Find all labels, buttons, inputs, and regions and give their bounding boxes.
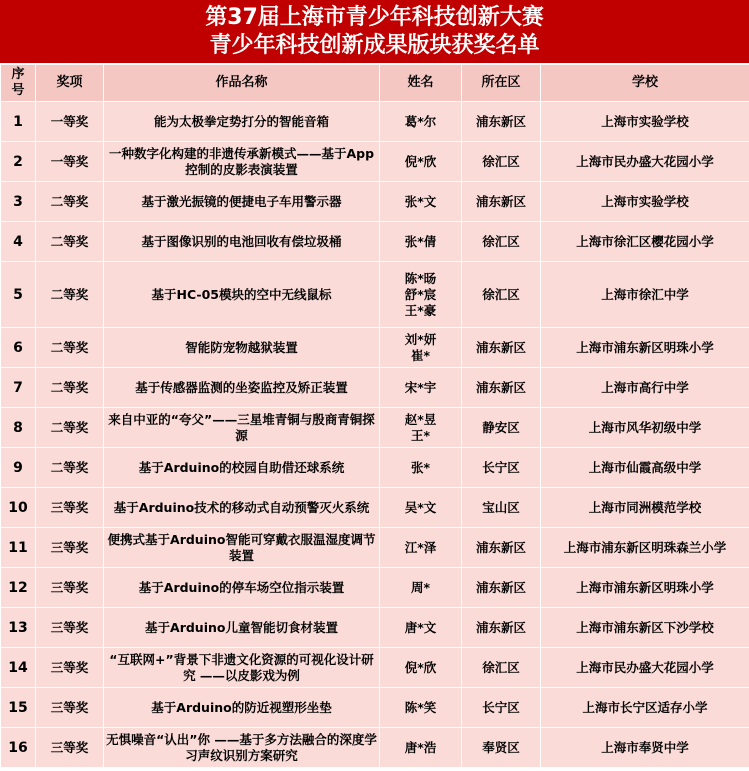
table-row: [1, 648, 749, 688]
cell-school: 上海市仙霞高级中学: [541, 448, 749, 488]
cell-district: 长宁区: [462, 448, 541, 488]
cell-seq: 1: [1, 102, 36, 142]
cell-work: 基于图像识别的电池回收有偿垃圾桶: [104, 222, 380, 262]
table-row: [1, 488, 749, 528]
cell-seq: 2: [1, 142, 36, 182]
cell-work: 能为太极拳定势打分的智能音箱: [104, 102, 380, 142]
cell-work: 基于Arduino技术的移动式自动预警灭火系统: [104, 488, 380, 528]
cell-school: 上海市民办盛大花园小学: [541, 142, 749, 182]
cell-name: 唐*浩: [380, 728, 462, 768]
cell-name: 陈*旸 舒*宸 王*豪: [380, 262, 462, 328]
table-row: [1, 182, 749, 222]
cell-district: 徐汇区: [462, 142, 541, 182]
award-table: [0, 64, 749, 768]
cell-award: 二等奖: [36, 368, 104, 408]
cell-district: 徐汇区: [462, 222, 541, 262]
cell-seq: 3: [1, 182, 36, 222]
cell-name: 宋*宇: [380, 368, 462, 408]
title-line-2: 青少年科技创新成果版块获奖名单: [209, 33, 540, 58]
cell-seq: 7: [1, 368, 36, 408]
cell-district: 徐汇区: [462, 648, 541, 688]
cell-district: 徐汇区: [462, 262, 541, 328]
cell-work: 来自中亚的“夸父”——三星堆青铜与殷商青铜探源: [104, 408, 380, 448]
cell-award: 二等奖: [36, 448, 104, 488]
cell-name: 吴*文: [380, 488, 462, 528]
cell-district: 浦东新区: [462, 568, 541, 608]
header-seq: 序号: [1, 65, 36, 102]
cell-name: 江*泽: [380, 528, 462, 568]
header-name: 姓名: [380, 65, 462, 102]
cell-work: 基于Arduino的校园自助借还球系统: [104, 448, 380, 488]
cell-school: 上海市高行中学: [541, 368, 749, 408]
cell-work: 一种数字化构建的非遗传承新模式——基于App控制的皮影表演装置: [104, 142, 380, 182]
table-row: [1, 328, 749, 368]
cell-name: 陈*笑: [380, 688, 462, 728]
cell-district: 浦东新区: [462, 608, 541, 648]
cell-work: 便携式基于Arduino智能可穿戴衣服温湿度调节装置: [104, 528, 380, 568]
cell-award: 三等奖: [36, 568, 104, 608]
header-district: 所在区: [462, 65, 541, 102]
cell-award: 三等奖: [36, 608, 104, 648]
table-row: [1, 262, 749, 328]
table-row: [1, 448, 749, 488]
table-row: [1, 608, 749, 648]
cell-name: 周*: [380, 568, 462, 608]
cell-seq: 12: [1, 568, 36, 608]
cell-school: 上海市浦东新区明珠森兰小学: [541, 528, 749, 568]
cell-school: 上海市浦东新区明珠小学: [541, 568, 749, 608]
cell-school: 上海市风华初级中学: [541, 408, 749, 448]
table-row: [1, 568, 749, 608]
cell-name: 唐*文: [380, 608, 462, 648]
cell-seq: 5: [1, 262, 36, 328]
cell-school: 上海市同洲模范学校: [541, 488, 749, 528]
cell-school: 上海市奉贤中学: [541, 728, 749, 768]
cell-school: 上海市实验学校: [541, 102, 749, 142]
cell-award: 一等奖: [36, 102, 104, 142]
cell-name: 张*: [380, 448, 462, 488]
table-row: [1, 688, 749, 728]
cell-name: 刘*妍 崔*: [380, 328, 462, 368]
cell-award: 三等奖: [36, 648, 104, 688]
cell-work: 基于Arduino的防近视塑形坐垫: [104, 688, 380, 728]
table-row: [1, 368, 749, 408]
cell-district: 长宁区: [462, 688, 541, 728]
table-row: [1, 102, 749, 142]
cell-district: 浦东新区: [462, 182, 541, 222]
cell-work: 无惧噪音“认出”你 ——基于多方法融合的深度学习声纹识别方案研究: [104, 728, 380, 768]
header-award: 奖项: [36, 65, 104, 102]
table-row: [1, 222, 749, 262]
header-work: 作品名称: [104, 65, 380, 102]
table-row: [1, 728, 749, 768]
cell-work: 基于传感器监测的坐姿监控及矫正装置: [104, 368, 380, 408]
cell-school: 上海市实验学校: [541, 182, 749, 222]
cell-award: 三等奖: [36, 488, 104, 528]
cell-name: 张*倩: [380, 222, 462, 262]
cell-name: 张*文: [380, 182, 462, 222]
cell-seq: 16: [1, 728, 36, 768]
table-row: [1, 528, 749, 568]
cell-name: 倪*欣: [380, 142, 462, 182]
cell-seq: 9: [1, 448, 36, 488]
cell-award: 三等奖: [36, 688, 104, 728]
cell-seq: 15: [1, 688, 36, 728]
cell-district: 浦东新区: [462, 328, 541, 368]
title-banner: [0, 0, 749, 64]
cell-district: 浦东新区: [462, 368, 541, 408]
cell-school: 上海市徐汇区樱花园小学: [541, 222, 749, 262]
cell-seq: 11: [1, 528, 36, 568]
cell-district: 浦东新区: [462, 102, 541, 142]
cell-award: 二等奖: [36, 182, 104, 222]
cell-seq: 8: [1, 408, 36, 448]
cell-school: 上海市浦东新区明珠小学: [541, 328, 749, 368]
cell-award: 二等奖: [36, 328, 104, 368]
cell-district: 浦东新区: [462, 528, 541, 568]
cell-award: 二等奖: [36, 222, 104, 262]
header-row: [1, 65, 749, 102]
cell-work: 基于Arduino的停车场空位指示装置: [104, 568, 380, 608]
cell-seq: 4: [1, 222, 36, 262]
header-school: 学校: [541, 65, 749, 102]
cell-name: 倪*欣: [380, 648, 462, 688]
cell-district: 奉贤区: [462, 728, 541, 768]
cell-work: 基于HC-05模块的空中无线鼠标: [104, 262, 380, 328]
cell-seq: 14: [1, 648, 36, 688]
cell-work: 基于激光振镜的便捷电子车用警示器: [104, 182, 380, 222]
cell-school: 上海市徐汇中学: [541, 262, 749, 328]
cell-seq: 13: [1, 608, 36, 648]
cell-district: 静安区: [462, 408, 541, 448]
title-line-1: 第37届上海市青少年科技创新大赛: [205, 5, 544, 30]
cell-work: “互联网+”背景下非遗文化资源的可视化设计研究 ——以皮影戏为例: [104, 648, 380, 688]
cell-work: 智能防宠物越狱装置: [104, 328, 380, 368]
cell-district: 宝山区: [462, 488, 541, 528]
table-row: [1, 142, 749, 182]
cell-school: 上海市民办盛大花园小学: [541, 648, 749, 688]
cell-award: 二等奖: [36, 262, 104, 328]
cell-award: 二等奖: [36, 408, 104, 448]
cell-seq: 6: [1, 328, 36, 368]
cell-school: 上海市浦东新区下沙学校: [541, 608, 749, 648]
cell-award: 三等奖: [36, 528, 104, 568]
table-row: [1, 408, 749, 448]
cell-work: 基于Arduino儿童智能切食材装置: [104, 608, 380, 648]
cell-award: 一等奖: [36, 142, 104, 182]
cell-name: 葛*尔: [380, 102, 462, 142]
cell-name: 赵*昱 王*: [380, 408, 462, 448]
cell-school: 上海市长宁区适存小学: [541, 688, 749, 728]
cell-seq: 10: [1, 488, 36, 528]
cell-award: 三等奖: [36, 728, 104, 768]
